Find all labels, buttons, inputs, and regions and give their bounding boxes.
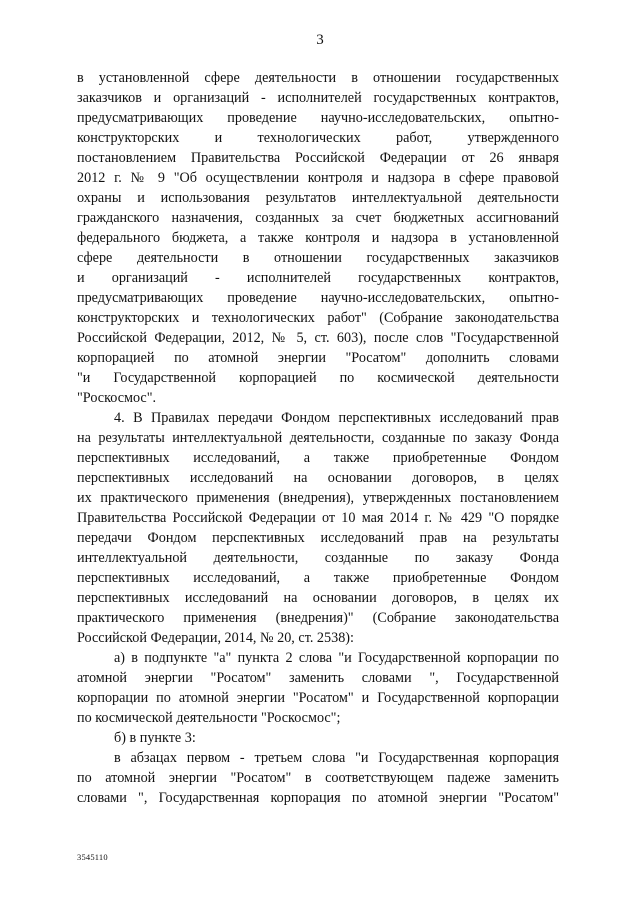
text-line: на результаты интеллектуальной деятельности, созданные по заказу Фонда xyxy=(77,430,559,446)
document-body xyxy=(77,68,559,808)
text-line: перспективных исследований на основании договоров, в целях их xyxy=(77,590,559,606)
text-line: передачи Фондом перспективных исследований прав на результаты xyxy=(77,530,559,546)
text-line: постановлением Правительства Российской Федерации от 26 января xyxy=(77,150,559,166)
text-line: корпорацией по атомной энергии "Росатом" дополнить словами xyxy=(77,350,559,366)
text-line: практического применения (внедрения)" (Собрание законодательства xyxy=(77,610,559,626)
document-footer-code: 3545110 xyxy=(77,852,108,862)
text-line: 4. В Правилах передачи Фондом перспективных исследований прав xyxy=(114,410,559,426)
text-line: Российской Федерации, 2014, № 20, ст. 2538): xyxy=(77,630,354,646)
text-line: корпорации по атомной энергии "Росатом" и Государственной корпорации xyxy=(77,690,559,706)
text-line: Правительства Российской Федерации от 10 мая 2014 г. № 429 "О порядке xyxy=(77,510,559,526)
text-line: атомной энергии "Росатом" заменить словами ", Государственной xyxy=(77,670,559,686)
text-line: предусматривающих проведение научно-исследовательских, опытно- xyxy=(77,290,559,306)
text-line: словами ", Государственная корпорация по атомной энергии "Росатом" xyxy=(77,790,559,806)
text-line: конструкторских и технологических работ" (Собрание законодательства xyxy=(77,310,559,326)
text-line: по атомной энергии "Росатом" в соответствующем падеже заменить xyxy=(77,770,559,786)
text-line: 2012 г. № 9 "Об осуществлении контроля и надзора в сфере правовой xyxy=(77,170,559,186)
text-line: и организаций - исполнителей государственных контрактов, xyxy=(77,270,559,286)
text-line: их практического применения (внедрения), утвержденных постановлением xyxy=(77,490,559,506)
text-line: гражданского назначения, созданных за счет бюджетных ассигнований xyxy=(77,210,559,226)
text-line: федерального бюджета, а также контроля и надзора в установленной xyxy=(77,230,559,246)
text-line: перспективных исследований, а также приобретенные Фондом xyxy=(77,570,559,586)
text-line: предусматривающих проведение научно-исследовательских, опытно- xyxy=(77,110,559,126)
text-line: по космической деятельности "Роскосмос"; xyxy=(77,710,341,726)
text-line: интеллектуальной деятельности, созданные по заказу Фонда xyxy=(77,550,559,566)
text-line: конструкторских и технологических работ, утвержденного xyxy=(77,130,559,146)
text-line: б) в пункте 3: xyxy=(114,730,196,746)
text-line: в установленной сфере деятельности в отношении государственных xyxy=(77,70,559,86)
text-line: охраны и использования результатов интеллектуальной деятельности xyxy=(77,190,559,206)
text-line: заказчиков и организаций - исполнителей государственных контрактов, xyxy=(77,90,559,106)
page-number: 3 xyxy=(316,32,324,48)
text-line: в абзацах первом - третьем слова "и Государственная корпорация xyxy=(114,750,559,766)
text-line: Российской Федерации, 2012, № 5, ст. 603), после слов "Государственной xyxy=(77,330,559,346)
text-line: перспективных исследований на основании договоров, в целях xyxy=(77,470,559,486)
text-line: "и Государственной корпорацией по космической деятельности xyxy=(77,370,559,386)
text-line: "Роскосмос". xyxy=(77,390,157,406)
text-line: сфере деятельности в отношении государственных заказчиков xyxy=(77,250,559,266)
text-line: а) в подпункте "а" пункта 2 слова "и Государственной корпорации по xyxy=(114,650,559,666)
text-line: перспективных исследований, а также приобретенные Фондом xyxy=(77,450,559,466)
